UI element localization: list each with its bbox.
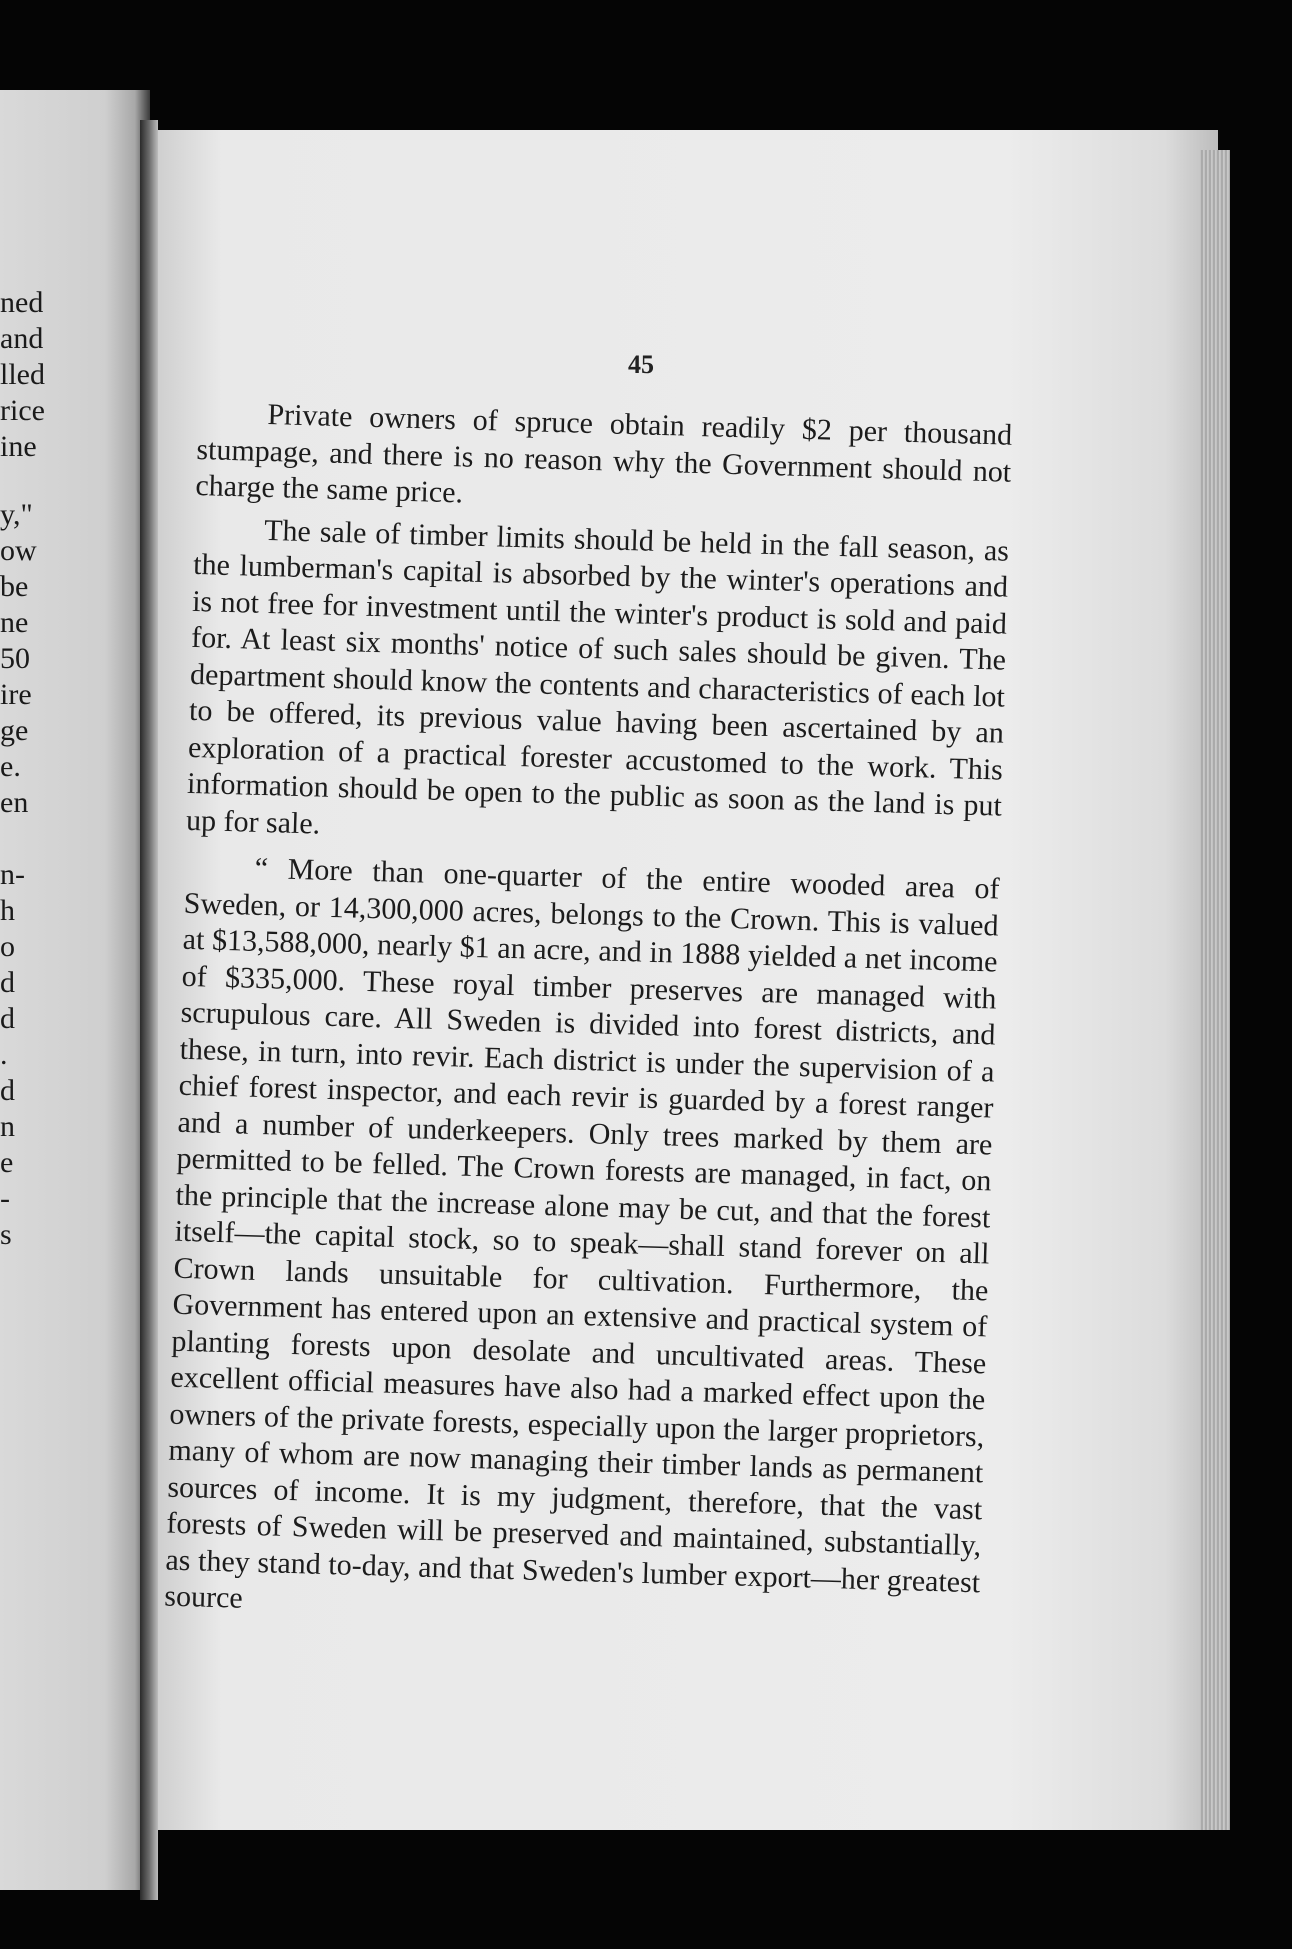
facing-page-text: 50: [0, 642, 30, 675]
facing-page-text: lled: [0, 358, 45, 391]
facing-page-text: rice: [0, 394, 45, 427]
facing-page-text: ge: [0, 714, 29, 747]
facing-page-text: and: [0, 322, 44, 355]
facing-page-text: d: [0, 1002, 15, 1035]
facing-page-text: ine: [0, 430, 37, 463]
page-text: [164, 395, 1013, 1648]
facing-page-text: y,": [0, 498, 33, 531]
facing-page-text: h: [0, 894, 15, 927]
facing-page-text: .: [0, 1038, 8, 1071]
page-edge: [1200, 150, 1230, 1830]
facing-page-text: n-: [0, 858, 25, 891]
page-number: 45: [628, 350, 654, 379]
facing-page-text: be: [0, 570, 29, 603]
book-page: [158, 130, 1218, 1830]
facing-page-text: en: [0, 786, 29, 819]
facing-page-text: d: [0, 1074, 15, 1107]
facing-page-text: o: [0, 930, 15, 963]
facing-page-text: s: [0, 1218, 12, 1251]
facing-page: [0, 90, 150, 1890]
facing-page-text: -: [0, 1182, 10, 1215]
facing-page-text: ned: [0, 286, 44, 319]
facing-page-text: e: [0, 1146, 14, 1179]
facing-page-text: ire: [0, 678, 32, 711]
page-content: [163, 130, 1198, 1830]
paragraph: The sale of timber limits should be held in the fall season, as the lumberman's capital is absorbed by the winter's operations and is not free for investment until the winter's product is sold and paid for. At least six months' notice of such sales should be given. The department should know the contents and characteristics of each lot to be offered, its previous value having been ascertained by an exploration of a practical forester accustomed to the work. This information should be open to the public as soon as the land is put up for sale.: [185, 513, 1010, 841]
facing-page-text: ow: [0, 534, 37, 567]
paragraph: Private owners of spruce obtain readily $2 per thousand stumpage, and there is no reason why the Government should not charge the same price.: [195, 397, 1013, 510]
facing-page-text: n: [0, 1110, 15, 1143]
facing-page-text: ne: [0, 606, 29, 639]
facing-page-text: e.: [0, 750, 21, 783]
facing-page-text: d: [0, 966, 15, 999]
paragraph: “ More than one-quarter of the entire wooded area of Sweden, or 14,300,000 acres, belongs to the Crown. This is valued at $13,588,000, nearly $1 an acre, and in 1888 yielded a net income of $335,000. These royal timber preserves are managed with scrupulous care. All Sweden is divided into forest districts, and these, in turn, into revir. Each district is under the supervision of a chief forest inspector, and each revir is guarded by a forest ranger and a number of underkeepers. Only trees marked by them are permitted to be felled. The Crown forests are managed, in fact, on the principle that the increase alone may be cut, and that the forest itself—the capital stock, so to speak—shall stand forever on all Crown lands unsuitable for cultivation. Furthermore, the Government has entered upon an extensive and practical system of planting forests upon desolate and uncultivated areas. These excellent official measures have also had a marked effect upon the owners of the private forests, especially upon the larger proprietors, many of whom are now managing their timber lands as permanent sources of income. It is my judgment, therefore, that the vast forests of Sweden will be preserved and maintained, substantially, as they stand to-day, and that Sweden's lumber export—her greatest source: [163, 851, 1000, 1615]
book-gutter: [140, 120, 158, 1900]
